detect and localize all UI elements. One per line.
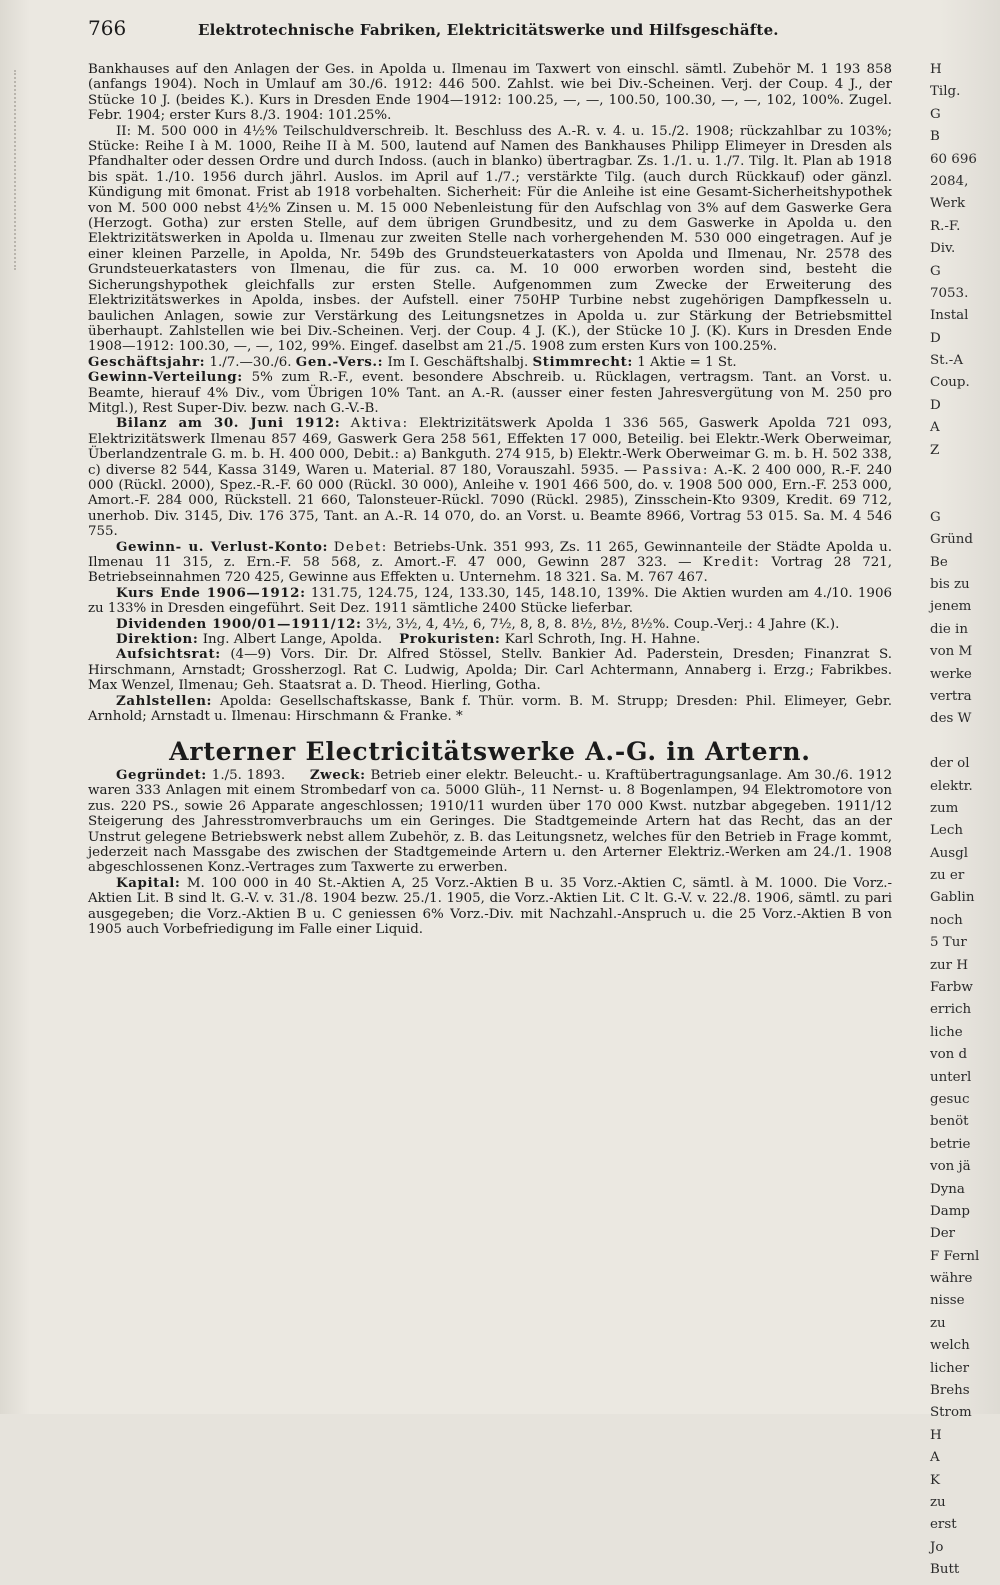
- margin-fragment: A: [930, 1450, 940, 1466]
- value-zahlstellen: Apolda: Gesellschaftskasse, Bank f. Thür. vorm. B. M. Strupp; Dresden: Phil. Elimeyer, Gebr. Arnhold; Arnstadt u. Ilmenau: Hirschmann & Franke. *: [88, 693, 892, 725]
- paragraph-guv: [88, 540, 892, 586]
- margin-fragment: unterl: [930, 1069, 972, 1085]
- margin-fragment: Lech: [930, 823, 963, 839]
- paragraph-bilanz: [88, 416, 892, 539]
- value-gewinn: 5% zum R.-F., event. besondere Abschreib. u. Rücklagen, vertragsm. Tant. an Vorst. u. Beamte, hierauf 4% Div., vom Übrigen 10% Tant. an A.-R. (ausser einer festen Jahresvergütung von M. 250 pro Mitgl.), Rest Super-Div. bezw. nach G.-V.-B.: [88, 370, 892, 416]
- margin-fragment: elektr.: [930, 778, 973, 794]
- paragraph-bond-ii: II: M. 500 000 in 4½% Teilschuldverschreib. lt. Beschluss des A.-R. v. 4. u. 15./2. 1908; rückzahlbar zu 103%; Stücke: Reihe I à M. 1000, Reihe II à M. 500, lautend auf Namen des Bankhauses Philipp Elimeyer in Dresden als Pfandhalter oder dessen Ordre und durch Indoss. (auch in blanko) übertragbar. Zs. 1./1. u. 1./7. Tilg. lt. Plan ab 1918 bis spät. 1./10. 1956 durch jährl. Auslos. im April auf 1./7.; verstärkte Tilg. (auch durch Rückkauf) oder gänzl. Kündigung mit 6monat. Frist ab 1918 vorbehalten. Sicherheit: Für die Anleihe ist eine Gesamt-Sicherheitshypothek von M. 500 000 nebst 4½% Zinsen u. M. 15 000 Nebenleistung für den Aufschlag von 3% auf dem Gaswerke Gera (Herzogt. Gotha) zur ersten Stelle, auf dem übrigen Grundbesitz, und zu dem Gaswerke in Apolda u. den Elektrizitätswerken in Apolda u. Ilmenau zur zweiten Stelle nach vorhergehenden M. 530 000 eingetragen. Auf je einer kleinen Parzelle, in Apolda, Nr. 549b des Grundsteuerkatasters von Apolda und Ilmenau, Nr. 2578 des Grundsteuerkatasters von Ilmenau, die für zus. ca. M. 10 000 erworben worden sind, besteht die Sicherungshypothek gleichfalls zur ersten Stelle. Aufgenommen zum Zwecke der Erweiterung des Elektrizitätswerkes in Apolda, insbes. der Aufstell. einer 750HP Turbine nebst zugehörigen Dampfkesseln u. baulichen Anlagen, sowie zur Verstärkung des Leitungsnetzes in Apolda u. zur Stärkung der Betriebsmittel überhaupt. Zahlstellen wie bei Div.-Scheinen. Verj. der Coup. 4 J. (K.), der Stücke 10 J. (K). Kurs in Dresden Ende 1908—1912: 100.30, —, —, 102, 99%. Eingef. daselbst am 21./5. 1908 zum ersten Kurs von 100.25%.: [88, 123, 892, 355]
- margin-fragment: gesuc: [930, 1091, 970, 1107]
- margin-fragment: D: [930, 330, 941, 346]
- label-guv: Gewinn- u. Verlust-Konto:: [116, 538, 329, 555]
- margin-fragment: noch: [930, 912, 963, 928]
- margin-fragment: der ol: [930, 756, 970, 772]
- margin-fragment: welch: [930, 1338, 970, 1354]
- paragraph-kurs: [88, 586, 892, 617]
- margin-fragment: K: [930, 1472, 941, 1488]
- margin-fragment: F Fernl: [930, 1248, 980, 1264]
- label-genvers: Gen.-Vers.:: [295, 353, 384, 370]
- section-title-arterner: Arterner Electricitätswerke A.-G. in Artern.: [169, 737, 811, 767]
- margin-fragment: Instal: [930, 308, 969, 324]
- label-zweck: Zweck:: [309, 766, 366, 783]
- page-number: 766: [88, 16, 127, 40]
- label-prokuristen: Prokuristen:: [399, 631, 501, 648]
- margin-fragment: G: [930, 509, 941, 525]
- paragraph-aufsichtsrat: [88, 647, 892, 693]
- paragraph-kapital: [88, 876, 892, 938]
- value-passiva: A.-K. 2 400 000, R.-F. 240 000 (Rückl. 2000), Spez.-R.-F. 60 000 (Rückl. 30 000), Anleihe v. 1901 466 500, do. v. 1908 500 000, Ern.-F. 253 000, Amort.-F. 284 000, Rückstell. 21 660, Talonsteuer-Rückl. 7090 (Rückl. 2985), Zinsschein-Kto 9309, Kredit. 69 712, unerhob. Div. 3145, Div. 176 375, Tant. an A.-R. 14 070, do. an Vorst. u. Beamte 8966, Vortrag 53 015. Sa. M. 4 546 755.: [88, 462, 892, 540]
- value-prokuristen: Karl Schroth, Ing. H. Hahne.: [504, 632, 701, 648]
- binding-edge: [14, 70, 20, 270]
- adjacent-page-margin: [930, 62, 1000, 1578]
- label-gegruendet: Gegründet:: [116, 766, 207, 783]
- margin-fragment: Z: [930, 442, 940, 458]
- margin-fragment: zu er: [930, 868, 965, 884]
- margin-fragment: Brehs: [930, 1383, 970, 1399]
- margin-fragment: zu: [930, 1495, 946, 1510]
- margin-fragment: [930, 465, 1000, 487]
- margin-fragment: errich: [930, 1002, 972, 1018]
- value-stimmrecht: 1 Aktie = 1 St.: [637, 354, 737, 370]
- value-aktiva: Elektrizitätswerk Apolda 1 336 565, Gaswerk Apolda 721 093, Elektrizitätswerk Ilmenau 857 469, Gaswerk Gera 258 561, Effekten 17 000, Beteilig. bei Elektr.-Werk Oberweimar, Überlandzentrale G. m. b. H. 400 000, Debit.: a) Bankguth. 274 915, b) Elektr.-Werk Oberweimar G. m. b. H. 502 338, c) diverse 82 544, Kassa 3149, Waren u. Material. 87 180, Vorauszahl. 5935. —: [88, 416, 892, 478]
- label-kredit: Kredit:: [702, 555, 761, 570]
- margin-fragment: B: [930, 129, 940, 145]
- margin-fragment: Gablin: [930, 890, 975, 906]
- margin-fragment: Ausgl: [930, 845, 969, 861]
- margin-fragment: die in: [930, 621, 968, 637]
- margin-fragment: Gründ: [930, 532, 973, 548]
- value-dividenden: 3½, 3½, 4, 4½, 6, 7½, 8, 8, 8. 8½, 8½, 8½%. Coup.-Verj.: 4 Jahre (K.).: [365, 616, 840, 632]
- label-bilanz: Bilanz am 30. Juni 1912:: [116, 415, 341, 432]
- paragraph-gewinn: [88, 370, 892, 416]
- paragraph-direktion: [88, 632, 892, 647]
- margin-fragment: zur H: [930, 957, 969, 973]
- paragraph-zahlstellen: [88, 694, 892, 725]
- margin-fragment: H: [930, 62, 942, 77]
- label-stimmrecht: Stimmrecht:: [532, 353, 633, 370]
- margin-fragment: von jä: [930, 1159, 971, 1175]
- paragraph-gegruendet: [88, 768, 892, 876]
- margin-fragment: Be: [930, 554, 948, 570]
- margin-fragment: St.-A: [930, 353, 964, 369]
- label-zahlstellen: Zahlstellen:: [116, 692, 213, 709]
- label-kapital: Kapital:: [116, 874, 181, 891]
- label-aktiva: Aktiva:: [350, 416, 409, 432]
- margin-fragment: Farbw: [930, 980, 973, 996]
- paragraph-bond-i: Bankhauses auf den Anlagen der Ges. in Apolda u. Ilmenau im Taxwert von einschl. sämtl. Zubehör M. 1 193 858 (anfangs 1904). Noch in Umlauf am 30./6. 1912: 446 500. Zahlst. wie bei Div.-Scheinen. Verj. der Coup. 4 J., der Stücke 10 J. (beides K.). Kurs in Dresden Ende 1904—1912: 100.25, —, —, 100.50, 100.30, —, —, 102, 100%. Zugel. Febr. 1904; erster Kurs 8./3. 1904: 101.25%.: [88, 62, 892, 124]
- margin-fragment: A: [930, 420, 940, 436]
- value-direktion: Ing. Albert Lange, Apolda.: [202, 632, 383, 648]
- margin-fragment: G: [930, 106, 941, 122]
- margin-fragment: Damp: [930, 1203, 970, 1219]
- margin-fragment: H: [930, 1427, 942, 1443]
- margin-fragment: erst: [930, 1517, 957, 1533]
- paragraph-fiscal: [88, 355, 892, 370]
- value-zweck: Betrieb einer elektr. Beleucht.- u. Kraftübertragungsanlage. Am 30./6. 1912 waren 333 Anlagen mit einem Strombedarf von ca. 5000 Glüh-, 11 Nernst- u. 8 Bogenlampen, 94 Elektromotore von zus. 220 PS., sowie 26 Apparate angeschlossen; 1910/11 wurden über 170 000 Kwst. nutzbar abgegeben. 1911/12 Steigerung des Jahresstromverbrauchs um ein Geringes. Die Stadtgemeinde Artern hat das Recht, das an der Unstrut gelegene Betriebswerk nebst allem Zubehör, z. B. das Leitungsnetz, welches für den Betrieb in Frage kommt, jederzeit nach Massgabe des zwischen der Stadtgemeinde Artern u. den Arterner Elektriz.-Werken am 24./1. 1908 abgeschlossenen Konz.-Vertrages zum Taxwerte zu erwerben.: [88, 767, 892, 876]
- margin-fragment: benöt: [930, 1114, 969, 1130]
- margin-fragment: betrie: [930, 1136, 971, 1152]
- value-kapital: M. 100 000 in 40 St.-Aktien A, 25 Vorz.-Aktien B u. 35 Vorz.-Aktien C, sämtl. à M. 1000. Die Vorz.-Aktien Lit. B sind lt. G.-V. v. 31./8. 1904 bezw. 25./1. 1905, die Vorz.-Aktien Lit. C lt. G.-V. v. 22./8. 1906, sämtl. zu pari ausgegeben; die Vorz.-Aktien B u. C geniessen 6% Vorz.-Div. mit Nachzahl.-Anspruch u. die 25 Vorz.-Aktien B von 1905 auch Vorbefriedigung im Falle einer Liquid.: [88, 875, 892, 937]
- value-debet: Betriebs-Unk. 351 993, Zs. 11 265, Gewinnanteile der Städte Apolda u. Ilmenau 11 315, z. Ern.-F. 58 568, z. Amort.-F. 47 000, Gewinn 287 323. —: [88, 539, 892, 570]
- margin-fragment: werke: [930, 666, 972, 682]
- label-direktion: Direktion:: [116, 631, 199, 648]
- margin-fragment: Butt: [930, 1562, 960, 1578]
- value-kurs: 131.75, 124.75, 124, 133.30, 145, 148.10, 139%. Die Aktien wurden am 4./10. 1906 zu 133% in Dresden eingeführt. Seit Dez. 1911 sämtliche 2400 Stücke lieferbar.: [88, 585, 892, 617]
- margin-fragment: Dyna: [930, 1181, 965, 1197]
- margin-fragment: Div.: [930, 241, 956, 257]
- margin-fragment: [930, 734, 1000, 756]
- margin-fragment: zu: [930, 1315, 946, 1331]
- margin-fragment: Werk: [930, 196, 966, 212]
- margin-fragment: bis zu: [930, 576, 970, 592]
- main-column: [88, 62, 892, 937]
- margin-fragment: Coup.: [930, 375, 970, 391]
- margin-fragment: vertra: [930, 688, 972, 704]
- value-kredit: Vortrag 28 721, Betriebseinnahmen 720 425, Gewinne aus Effekten u. Unternehm. 18 321. Sa. M. 767 467.: [88, 555, 893, 586]
- label-debet: Debet:: [333, 539, 388, 555]
- margin-fragment: 2084,: [930, 173, 969, 189]
- page-header: [88, 16, 928, 46]
- margin-fragment: G: [930, 263, 941, 279]
- margin-fragment: D: [930, 397, 941, 413]
- value-aufsichtsrat: (4—9) Vors. Dir. Dr. Alfred Stössel, Stellv. Bankier Ad. Paderstein, Dresden; Finanzrat S. Hirschmann, Arnstadt; Grossherzogl. Rat C. Ludwig, Apolda; Dir. Carl Achtermann, Annaberg i. Erzg.; Fabrikbes. Max Wenzel, Ilmenau; Geh. Staatsrat a. D. Theod. Hierling, Gotha.: [88, 647, 892, 694]
- margin-fragment: 5 Tur: [930, 935, 967, 951]
- margin-fragment: liche: [930, 1024, 963, 1040]
- margin-fragment: Jo: [930, 1539, 944, 1555]
- margin-fragment: 7053.: [930, 285, 969, 301]
- margin-fragment: R.-F.: [930, 218, 961, 234]
- margin-fragment: von d: [930, 1047, 968, 1063]
- margin-fragment: Strom: [930, 1405, 972, 1421]
- value-geschaeftsjahr: 1./7.—30./6.: [209, 354, 292, 370]
- margin-fragment: 60 696: [930, 151, 977, 167]
- label-geschaeftsjahr: Geschäftsjahr:: [88, 353, 206, 370]
- margin-fragment: Der: [930, 1226, 956, 1242]
- margin-fragment: Tilg.: [930, 84, 961, 100]
- margin-fragment: jenem: [930, 599, 972, 615]
- margin-fragment: von M: [930, 644, 973, 660]
- margin-fragment: nisse: [930, 1293, 965, 1309]
- value-genvers: Im I. Geschäftshalbj.: [387, 354, 529, 370]
- label-aufsichtsrat: Aufsichtsrat:: [116, 646, 221, 663]
- margin-fragment: währe: [930, 1271, 973, 1287]
- paragraph-dividenden: [88, 617, 892, 632]
- value-gegruendet: 1./5. 1893.: [211, 767, 286, 783]
- margin-fragment: zum: [930, 800, 959, 816]
- label-gewinn: Gewinn-Verteilung:: [88, 369, 243, 386]
- label-kurs: Kurs Ende 1906—1912:: [116, 584, 306, 601]
- label-dividenden: Dividenden 1900/01—1911/12:: [116, 615, 362, 632]
- margin-fragment: des W: [930, 711, 972, 727]
- margin-fragment: [930, 487, 1000, 509]
- running-head: Elektrotechnische Fabriken, Elektricitätswerke und Hilfsgeschäfte.: [198, 21, 779, 39]
- label-passiva: Passiva:: [642, 462, 709, 478]
- margin-fragment: licher: [930, 1360, 970, 1376]
